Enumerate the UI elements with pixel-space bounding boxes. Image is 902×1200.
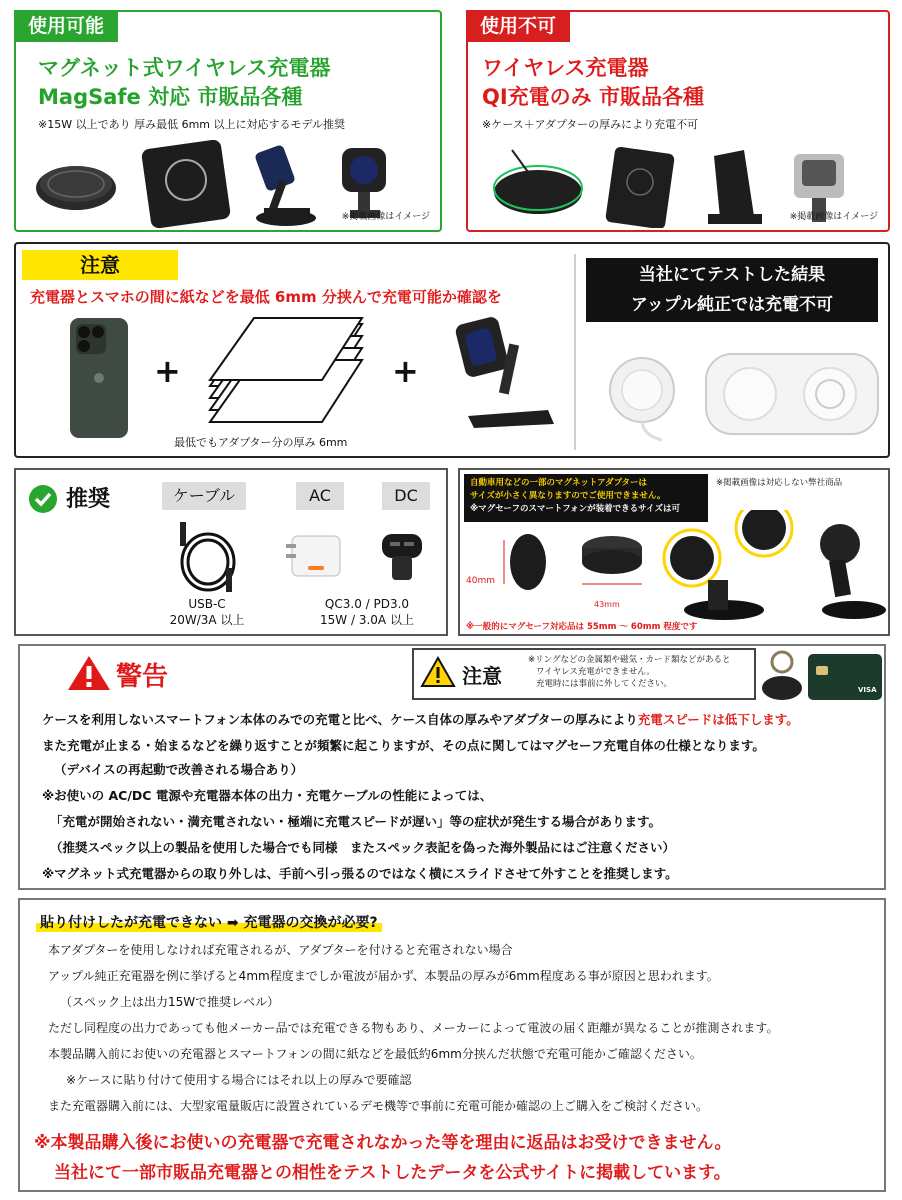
iphone-image xyxy=(68,316,132,442)
warning-title: 警告 xyxy=(116,662,169,692)
check-icon xyxy=(28,484,58,514)
recommend-title: 推奨 xyxy=(66,487,111,512)
usable-image-note: ※掲載画像はイメージ xyxy=(341,212,430,222)
magsafe-stand-image xyxy=(448,314,558,434)
test-result-line-2: アップル純正では充電不可 xyxy=(630,295,834,315)
usb-c-cable-image xyxy=(166,518,250,596)
usable-note: ※15W 以上であり 厚み最低 6mm 以上に対応するモデル推奨 xyxy=(38,118,345,131)
adapter-panel xyxy=(458,468,890,636)
unusable-note: ※ケース＋アダプターの厚みにより充電不可 xyxy=(482,118,699,131)
cable-spec-2: 20W/3A 以上 xyxy=(169,613,245,627)
caution-divider xyxy=(574,254,576,450)
paper-caption: 最低でもアダプター分の厚み 6mm xyxy=(174,436,348,449)
dim-width-label: 43mm xyxy=(594,600,620,609)
unusable-image-note: ※掲載画像はイメージ xyxy=(789,212,878,222)
usable-panel xyxy=(14,10,442,232)
warning-speed-emphasis: 充電スピードは低下します。 xyxy=(637,712,799,727)
charger-spec-2: 15W / 3.0A 以上 xyxy=(320,613,414,627)
warning-line-6: （推奨スペック以上の製品を使用した場合でも同様 またスペック表記を偽った海外製品にはご注意ください） xyxy=(50,840,676,855)
adapter-footnote: ※一般的にマグセーフ対応品は 55mm ～ 60mm 程度です xyxy=(466,622,698,632)
warning-line-7: ※マグネット式充電器からの取り外しは、手前へ引っ張るのではなく横にスライドさせて外すことを推奨します。 xyxy=(42,866,678,881)
caution-instruction: 充電器とスマホの間に紙などを最低 6mm 分挟んで充電可能か確認を xyxy=(30,288,502,306)
plus-sign-1: + xyxy=(154,352,181,390)
adapter-banner-line-1: 自動車用などの一部のマグネットアダプターは xyxy=(470,478,647,488)
caution-note-2: ワイヤレス充電ができません。 xyxy=(536,667,655,677)
plus-sign-2: + xyxy=(392,352,419,390)
cable-tag: ケーブル xyxy=(162,482,246,510)
bottom-heading: 貼り付けしたが充電できない ➡ 充電器の交換が必要? xyxy=(36,912,382,932)
ac-tag: AC xyxy=(296,482,344,510)
dc-tag: DC xyxy=(382,482,430,510)
adapter-corner-note: ※掲載画像は対応しない弊社商品 xyxy=(716,478,843,488)
caution-note-3: 充電時には事前に外してください。 xyxy=(536,679,673,689)
unusable-title-1: ワイヤレス充電器 xyxy=(482,56,649,80)
warning-line-3: （デバイスの再起動で改善される場合あり） xyxy=(54,762,304,777)
caution-note-1: ※リングなどの金属類や磁気・カード類などがあると xyxy=(528,655,731,665)
warning-line-4: ※お使いの AC/DC 電源や充電器本体の出力・充電ケーブルの性能によっては、 xyxy=(42,788,493,803)
bottom-line-5: 本製品購入前にお使いの充電器とスマートフォンの間に紙などを最低約6mm分挟んだ状態で充電可能かご確認ください。 xyxy=(48,1047,702,1061)
caution-notice-box xyxy=(412,648,756,700)
adapter-banner-line-2: サイズが小さく異なりますのでご使用できません。 xyxy=(470,491,666,501)
charger-spec-1: QC3.0 / PD3.0 xyxy=(324,597,410,611)
bottom-panel xyxy=(18,898,886,1192)
caution-notice-text xyxy=(528,654,730,690)
bottom-line-7: また充電器購入前には、大型家電量販店に設置されているデモ機等で事前に充電可能か確認の上ご購入をご検討ください。 xyxy=(48,1099,709,1113)
adapter-products-image xyxy=(464,510,888,622)
dc-adapter-image xyxy=(372,530,432,586)
bottom-line-3: （スペック上は出力15Wで推奨レベル） xyxy=(60,995,280,1009)
bottom-line-4: ただし同程度の出力であっても他メーカー品では充電できる物もあり、メーカーによって電波の届く距離が異なることが推測されます。 xyxy=(48,1021,779,1035)
caution-notice-title: 注意 xyxy=(462,664,502,688)
warning-line-5: 「充電が開始されない・満充電されない・極端に充電スピードが遅い」等の症状が発生する場合があります。 xyxy=(50,814,662,829)
caution-triangle-icon xyxy=(420,656,456,688)
cable-spec xyxy=(162,596,252,628)
apple-chargers-image xyxy=(602,344,882,444)
bottom-line-1: 本アダプターを使用しなければ充電されるが、アダプターを付けると充電されない場合 xyxy=(48,943,513,957)
warning-triangle-icon xyxy=(66,654,112,692)
usable-title-2: MagSafe 対応 市販品各種 xyxy=(38,85,303,109)
charger-spec xyxy=(292,596,442,628)
bottom-line-2: アップル純正充電器を例に挙げると4mm程度までしか電波が届かず、本製品の厚みが6mm程度ある事が原因と思われます。 xyxy=(48,969,719,983)
ac-adapter-image xyxy=(286,528,350,584)
unusable-title-2: QI充電のみ 市販品各種 xyxy=(482,85,704,109)
bottom-red-notice-1: ※本製品購入後にお使いの充電器で充電されなかった等を理由に返品はお受けできません。 xyxy=(34,1133,732,1153)
test-result-line-1: 当社にてテストした結果 xyxy=(638,265,826,285)
paper-stack-image xyxy=(204,314,374,432)
caution-panel xyxy=(14,242,890,458)
warning-line-1: ケースを利用しないスマートフォン本体のみでの充電と比べ、ケース自体の厚みやアダプターの厚みにより充電スピードは低下します。 xyxy=(42,712,799,727)
card-brand: VISA xyxy=(858,686,877,694)
usable-tag: 使用可能 xyxy=(14,10,118,42)
adapter-banner-line-3: ※マグセーフのスマートフォンが装着できるサイズは可 xyxy=(470,504,680,514)
warning-line-2: また充電が止まる・始まるなどを繰り返すことが頻繁に起こりますが、その点に関してはマグセーフ充電自体の仕様となります。 xyxy=(42,738,765,753)
test-result-box xyxy=(586,258,878,322)
unusable-tag: 使用不可 xyxy=(466,10,570,42)
recommend-panel xyxy=(14,468,448,636)
dim-height-label: 40mm xyxy=(466,576,495,586)
warning-panel xyxy=(18,644,886,890)
caution-tag: 注意 xyxy=(22,250,178,280)
bottom-line-6: ※ケースに貼り付けて使用する場合にはそれ以上の厚みで要確認 xyxy=(66,1073,412,1087)
usable-title-1: マグネット式ワイヤレス充電器 xyxy=(38,56,331,80)
cable-spec-1: USB-C xyxy=(188,597,226,611)
bottom-red-notice-2: 当社にて一部市販品充電器との相性をテストしたデータを公式サイトに掲載しています。 xyxy=(54,1163,731,1183)
unusable-panel xyxy=(466,10,890,232)
